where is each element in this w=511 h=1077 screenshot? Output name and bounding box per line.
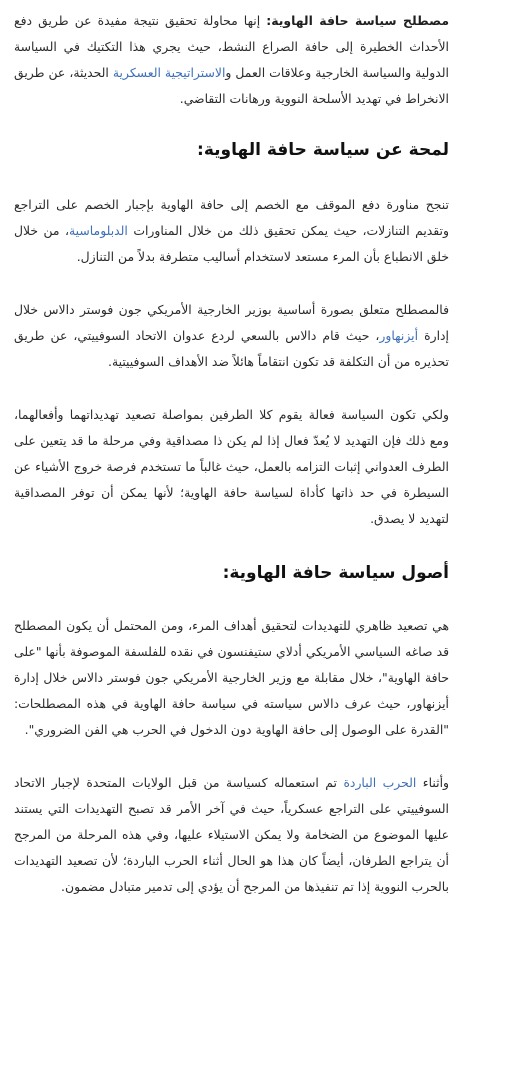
paragraph-5 <box>14 770 449 900</box>
paragraph-2 <box>14 297 449 375</box>
paragraph-2-text-2: ، حيث قام دالاس بالسعي لردع عدوان الاتحاد السوفييتي، عن طريق تحذيره من أن التكلفة قد تكون انتقاماً هائلاً ضد الأهداف السوفييتية. <box>14 328 449 369</box>
link-military-strategy[interactable]: الاستراتيجية العسكرية <box>112 65 226 80</box>
heading-overview: لمحة عن سياسة حافة الهاوية: <box>197 140 449 160</box>
link-diplomacy[interactable]: الدبلوماسية <box>69 223 128 238</box>
paragraph-4: هي تصعيد ظاهري للتهديدات لتحقيق أهداف المرء، ومن المحتمل أن يكون المصطلح قد صاغه السياسي الأمريكي أدلاي ستيفنسون في نقده للفلسفة الموصوفة بأنها "على حافة الهاوية"، خلال مقابلة مع وزير الخارجية الأمريكي جون فوستر دالاس خلال إدارة أيزنهاور، حيث عرف دالاس سياسته في سياسة حافة الهاوية في هذه المصطلحات: "القدرة على الوصول إلى حافة الهاوية دون الدخول في الحرب هي الفن الضروري". <box>14 618 449 737</box>
paragraph-1 <box>14 192 449 270</box>
link-eisenhower[interactable]: أيزنهاور <box>379 328 419 343</box>
paragraph-2-text-1: فالمصطلح متعلق بصورة أساسية بوزير الخارجية الأمريكي جون فوستر دالاس خلال إدارة <box>14 302 449 343</box>
intro-paragraph <box>14 8 449 112</box>
intro-text-2: الحديثة، عن طريق الانخراط في تهديد الأسلحة النووية ورهانات التقاضي. <box>14 65 449 106</box>
link-cold-war[interactable]: الحرب الباردة <box>343 775 417 790</box>
right-margin <box>453 0 511 1077</box>
term-label: مصطلح سياسة حافة الهاوية: <box>266 13 449 28</box>
heading-origins: أصول سياسة حافة الهاوية: <box>222 563 449 583</box>
paragraph-1-text-2: ، من خلال خلق الانطباع بأن المرء مستعد لاستخدام أساليب متطرفة بدلاً من التنازل. <box>14 223 449 264</box>
paragraph-5-text-1: وأثناء <box>416 775 450 790</box>
paragraph-1-text-1: تنجح مناورة دفع الموقف مع الخصم إلى حافة الهاوية بإجبار الخصم على التراجع وتقديم التنازلات، حيث يمكن تحقيق ذلك من خلال المناورات <box>14 197 449 238</box>
paragraph-5-text-2: تم استعماله كسياسة من قبل الولايات المتحدة لإجبار الاتحاد السوفييتي على التراجع عسكرياً، حيث في آخر الأمر قد تصبح التهديدات التي يستند عليها الموضوع من الضخامة ولا يمكن الاستيلاء عليها، وفي هذه المرحلة من المرجح أن يتراجع الطرفان، أيضاً كان هذا هو الحال أثناء الحرب الباردة؛ لأن تصعيد التهديدات بالحرب النووية إذا تم تنفيذها من المرجح أن يؤدي إلى تدمير متبادل مضمون. <box>14 775 449 894</box>
paragraph-3: ولكي تكون السياسة فعالة يقوم كلا الطرفين بمواصلة تصعيد تهديداتهما وأفعالهما، ومع ذلك فإن التهديد لا يُعدّ فعال إذا لم يكن ذا مصداقية وفي مرحلة ما قد يتعين على الطرف العدواني إثبات التزامه بالعمل، حيث غالباً ما تستخدم فرصة خروج الأشياء عن السيطرة في حد ذاتها كأداة لسياسة حافة الهاوية؛ لأنها يمكن أن توفر المصداقية لتهديد لا يصدق. <box>14 407 449 526</box>
intro-text-1: إنها محاولة تحقيق نتيجة مفيدة عن طريق دفع الأحداث الخطيرة إلى حافة الصراع النشط، حيث يجري هذا التكتيك في السياسة الدولية والسياسة الخارجية وعلاقات العمل و <box>14 13 449 80</box>
